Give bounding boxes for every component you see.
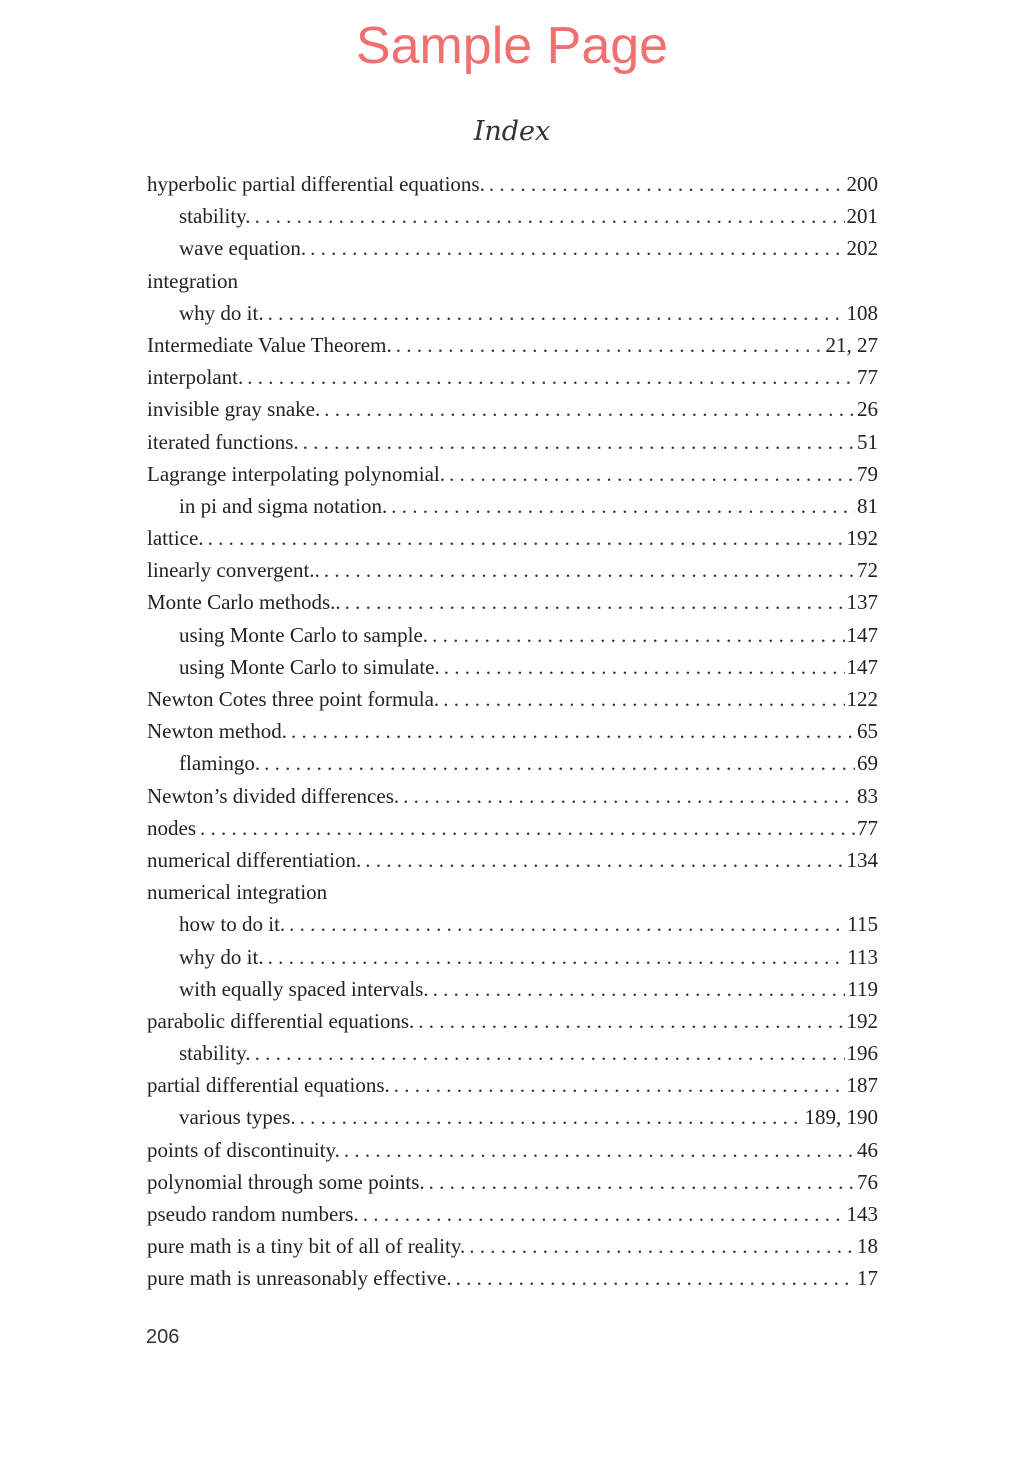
index-page-ref: 137 [846, 590, 878, 615]
index-page-ref: 65 [857, 719, 878, 744]
index-term: pseudo random numbers. [147, 1202, 359, 1226]
dot-leader [285, 908, 845, 940]
index-term: nodes [147, 815, 196, 840]
index-entry [147, 1230, 878, 1262]
index-subentry [147, 232, 878, 264]
index-page-ref: 26 [857, 397, 878, 422]
index-page-ref: 113 [847, 944, 878, 969]
index-term: stability. [179, 1041, 251, 1066]
index-term: Intermediate Value Theorem. [147, 332, 392, 357]
index-page-ref: 147 [846, 622, 878, 647]
dot-leader [287, 715, 855, 747]
index-entry [147, 329, 878, 361]
index-term: why do it. [179, 944, 264, 969]
dot-leader [306, 232, 844, 264]
index-page-ref: 201 [846, 204, 878, 229]
index-subentry [147, 747, 878, 779]
dot-leader [204, 522, 845, 554]
index-term: linearly convergent.. [147, 558, 320, 583]
dot-leader [485, 168, 845, 200]
index-page-ref: 147 [846, 654, 878, 679]
index-entry [147, 844, 878, 876]
index-page-ref: 115 [847, 912, 878, 937]
index-term: partial differential equations. [147, 1073, 390, 1098]
index-entry [147, 265, 878, 297]
dot-leader [243, 361, 855, 393]
index-term: with equally spaced intervals. [179, 976, 429, 1001]
index-subentry [147, 200, 878, 232]
dot-leader [264, 941, 846, 973]
dot-leader [320, 393, 855, 425]
index-entry [147, 876, 878, 908]
index-term: Lagrange interpolating polynomial. [147, 461, 445, 486]
index-term: interpolant. [147, 365, 244, 390]
index-term: pure math is a tiny bit of all of reality. [147, 1234, 466, 1259]
index-entry [147, 1166, 878, 1198]
dot-leader [439, 683, 844, 715]
index-subentry [147, 1101, 878, 1133]
index-page-ref: 187 [846, 1073, 878, 1098]
index-page-ref: 46 [857, 1137, 878, 1162]
index-entry [147, 393, 878, 425]
index-page-ref: 192 [846, 526, 878, 551]
dot-leader [340, 1134, 855, 1166]
dot-leader [299, 426, 855, 458]
index-page-ref: 200 [846, 172, 878, 196]
index-entry [147, 426, 878, 458]
index-entry [147, 1262, 878, 1294]
index-term: polynomial through some points. [147, 1169, 425, 1194]
sample-page-watermark: Sample Page [355, 17, 669, 75]
dot-leader [361, 844, 844, 876]
dot-leader [196, 812, 855, 844]
dot-leader [429, 973, 846, 1005]
index-entry [147, 1069, 878, 1101]
index-term: stability. [179, 204, 251, 229]
index-entry [147, 458, 878, 490]
index-entry [147, 361, 878, 393]
index-term: points of discontinuity. [147, 1137, 340, 1162]
dot-leader [445, 458, 855, 490]
index-entry [147, 586, 878, 618]
index-subentry [147, 1037, 878, 1069]
index-entry [147, 522, 878, 554]
dot-leader [296, 1101, 803, 1133]
index-term: various types. [179, 1105, 296, 1130]
index-entry [147, 1198, 878, 1230]
index-entry [147, 715, 878, 747]
index-heading: Index [473, 116, 551, 147]
dot-leader [264, 297, 845, 329]
index-subentry [147, 490, 878, 522]
index-subentry [147, 297, 878, 329]
dot-leader [341, 586, 845, 618]
index-subentry [147, 651, 878, 683]
index-term: wave equation. [179, 236, 307, 261]
dot-leader [359, 1198, 845, 1230]
dot-leader [251, 1037, 845, 1069]
dot-leader [392, 329, 824, 361]
index-term: how to do it. [179, 912, 286, 937]
dot-leader [390, 1069, 845, 1101]
index-page-ref: 79 [857, 461, 878, 486]
index-term: Newton’s divided differences. [147, 783, 400, 808]
page-number: 206 [146, 1326, 180, 1348]
index-term: parabolic differential equations. [147, 1008, 415, 1033]
index-term: pure math is unreasonably effective. [147, 1266, 452, 1291]
index-page-ref: 189, 190 [804, 1105, 878, 1130]
index-page-ref: 77 [857, 365, 878, 390]
index-page-ref: 21, 27 [825, 332, 878, 357]
index-term: using Monte Carlo to simulate. [179, 654, 440, 679]
index-page-ref: 76 [857, 1169, 878, 1194]
index-page-ref: 77 [857, 815, 878, 840]
index-subentry [147, 619, 878, 651]
dot-leader [440, 651, 845, 683]
index-page-ref: 18 [857, 1234, 878, 1259]
index-entry-list [147, 168, 878, 1295]
dot-leader [425, 1166, 855, 1198]
dot-leader [465, 1230, 855, 1262]
index-page-ref: 192 [846, 1008, 878, 1033]
index-term: in pi and sigma notation. [179, 493, 388, 518]
index-page-ref: 143 [846, 1202, 878, 1226]
index-page-ref: 83 [857, 783, 878, 808]
index-page-ref: 17 [857, 1266, 878, 1291]
index-term: flamingo. [179, 751, 261, 776]
index-page-ref: 196 [846, 1041, 878, 1066]
index-subentry [147, 908, 878, 940]
index-page-ref: 69 [857, 751, 878, 776]
dot-leader [399, 780, 855, 812]
dot-leader [387, 490, 855, 522]
index-term: iterated functions. [147, 429, 299, 454]
index-term: why do it. [179, 300, 264, 325]
index-page-ref: 134 [846, 847, 878, 872]
index-page-ref: 202 [846, 236, 878, 261]
index-term: hyperbolic partial differential equations. [147, 172, 485, 196]
index-page-ref: 81 [857, 493, 878, 518]
index-term: invisible gray snake. [147, 397, 321, 422]
index-page-ref: 122 [846, 687, 878, 711]
index-term: numerical differentiation. [147, 847, 362, 872]
index-entry [147, 812, 878, 844]
dot-leader [251, 200, 845, 232]
index-page-ref: 119 [847, 976, 878, 1001]
index-subentry [147, 941, 878, 973]
index-page-ref: 108 [846, 300, 878, 325]
dot-leader [320, 554, 855, 586]
index-term: Monte Carlo methods.. [147, 590, 341, 615]
index-page-ref: 51 [857, 429, 878, 454]
index-entry [147, 168, 878, 200]
index-entry [147, 683, 878, 715]
index-term: Newton method. [147, 719, 287, 744]
dot-leader [260, 747, 855, 779]
index-term: lattice. [147, 526, 204, 551]
index-term: using Monte Carlo to sample. [179, 622, 429, 647]
index-term: numerical integration [147, 880, 328, 905]
index-term: Newton Cotes three point formula. [147, 687, 440, 711]
index-entry [147, 554, 878, 586]
index-term: integration [147, 268, 238, 293]
dot-leader [414, 1005, 844, 1037]
dot-leader [428, 619, 844, 651]
index-entry [147, 780, 878, 812]
index-page-ref: 72 [857, 558, 878, 583]
index-entry [147, 1134, 878, 1166]
index-entry [147, 1005, 878, 1037]
index-subentry [147, 973, 878, 1005]
dot-leader [452, 1262, 855, 1294]
